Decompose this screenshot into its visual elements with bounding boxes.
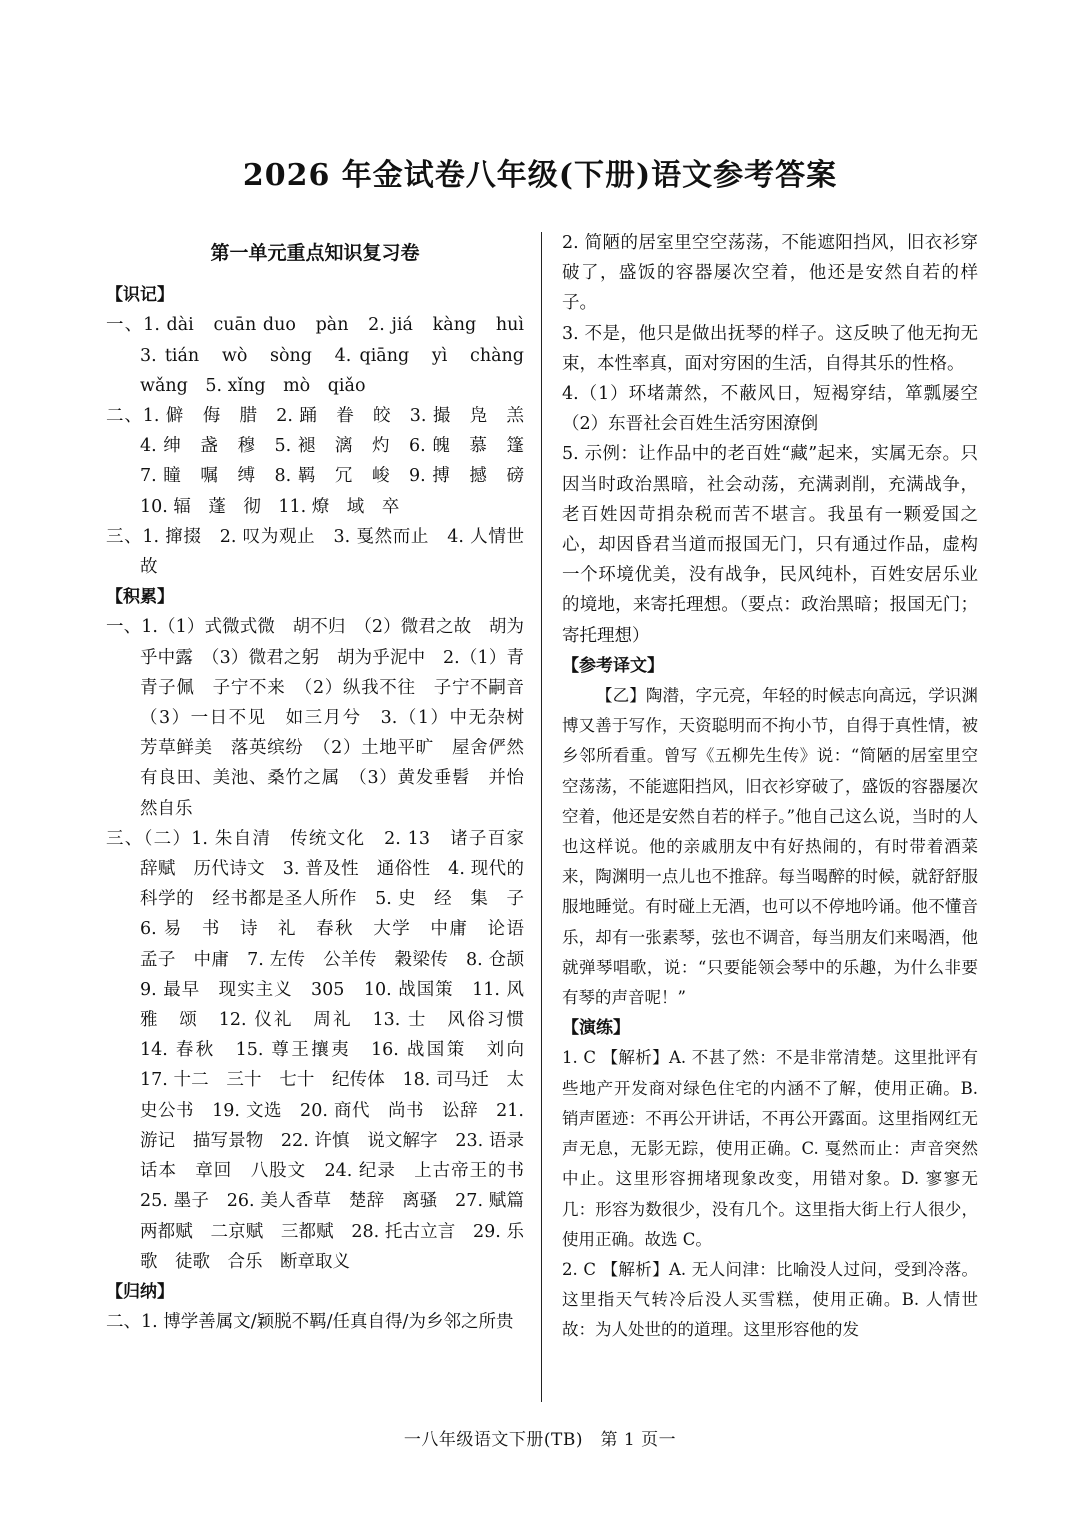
shiji-item-1: 一、1. dài cuān duo pàn 2. jiá kàng huì 3. tián wò sòng 4. qiāng yì chàng wǎng 5. xǐng mò qiǎo [106, 315, 542, 396]
practice-answer-2: 2. C 【解析】A. 无人问津：比喻没人过问，受到冷落。这里指天气转冷后没人买雪糕，使用正确。B. 人情世故：为人处世的的道理。这里形容他的发 [562, 1259, 978, 1340]
page-title: 2026 年金试卷八年级(下册)语文参考答案 [242, 158, 838, 193]
translation-text: 【乙】陶潜，字元亮，年轻的时候志向高远，学识渊博又善于写作，天资聪明而不拘小节，自得于真性情，被乡邻所看重。曾写《五柳先生传》说：“简陋的居室里空空荡荡，不能遮阳挡风，旧衣衫穿破了，盛饭的容器屡次空着，他还是安然自若的样子。”他自己这么说，当时的人也这样说。他的亲戚朋友中有好热闹的，有时带着酒菜来，陶渊明一点儿也不推辞。每当喝醉的时候，就舒舒服服地睡觉。有时碰上无酒，也可以不停地吟诵。他不懂音乐，却有一张素琴，弦也不调音，每当朋友们来喝酒，他就弹琴唱歌，说：“只要能领会琴中的乐趣，为什么非要有琴的声音呢！” [562, 686, 978, 1008]
jilei-item-3: 三、（二）1. 朱自清 传统文化 2. 13 诸子百家 辞赋 历代诗文 3. 普及性 通俗性 4. 现代的 科学的 经书都是圣人所作 5. 史 经 集 子 6. 易 书 诗 礼 春秋 大学 中庸 论语 孟子 中庸 7. 左传 公羊传 穀梁传 8. 仓颉 9. 最早 现实主义 305 10. 战国策 11. 风 雅 颂 12. 仪礼 周礼 13. 士 风俗习惯 14. 春秋 15. 尊王攘夷 16. 战国策 刘向 17. 十二 三十 七十 纪传体 18. 司马迁 太史公书 19. 文选 20. 商代 尚书 讼辞 21. 游记 描写景物 22. 许慎 说文解字 23. 语录 话本 章回 八股文 24. 纪录 上古帝王的书 25. 墨子 26. 美人香草 楚辞 离骚 27. 赋篇 两都赋 二京赋 三都赋 28. 托古立言 29. 乐歌 徒歌 合乐 断章取义 [106, 828, 542, 1272]
heading-guina: 【归纳】 [106, 1281, 174, 1302]
left-column [106, 228, 542, 1408]
answer-2: 2. 简陋的居室里空空荡荡，不能遮阳挡风，旧衣衫穿破了，盛饭的容器屡次空着，他还是安然自若的样子。 [562, 233, 978, 314]
practice-answer-1: 1. C 【解析】A. 不甚了然：不是非常清楚。这里批评有些地产开发商对绿色住宅的内涵不了解，使用正确。B. 销声匿迹：不再公开讲话，不再公开露面。这里指网红无声无息，无影无踪，使用正确。C. 戛然而止：声音突然中止。这里形容拥堵现象改变，用错对象。D. 寥寥无几：形容为数很少，没有几个。这里指大街上行人很少，使用正确。故选 C。 [562, 1048, 978, 1249]
answer-4: 4.（1）环堵萧然，不蔽风日，短褐穿结，箪瓢屡空 （2）东晋社会百姓生活穷困潦倒 [562, 384, 996, 435]
guina-item-2: 二、1. 博学善属文/颖脱不羁/任真自得/为乡邻之所贵 [106, 1312, 514, 1333]
heading-yiwen: 【参考译文】 [562, 655, 664, 676]
heading-jilei: 【积累】 [106, 587, 174, 608]
page-footer: 一八年级语文下册(TB) 第 1 页一 [403, 1430, 677, 1450]
jilei-item-1: 一、1.（1）式微式微 胡不归 （2）微君之故 胡为乎中露 （3）微君之躬 胡为乎泥中 2.（1）青青子佩 子宁不来 （2）纵我不往 子宁不嗣音 （3）一日不见 如三月兮 3.（1）中无杂树 芳草鲜美 落英缤纷 （2）土地平旷 屋舍俨然 有良田、美池、桑竹之属 （3）黄发垂髫 并怡然自乐 [106, 617, 542, 819]
heading-shiji: 【识记】 [106, 285, 174, 306]
answer-5: 5. 示例：让作品中的老百姓“藏”起来，实属无奈。只因当时政治黑暗，社会动荡，充满剥削，充满战争，老百姓因苛捐杂税而苦不堪言。我虽有一颗爱国之心，却因昏君当道而报国无门，只有通过作品，虚构一个环境优美，没有战争，民风纯朴，百姓安居乐业的境地，来寄托理想。（要点：政治黑暗；报国无门；寄托理想） [562, 444, 978, 646]
right-column [562, 228, 996, 1408]
shiji-item-3: 三、1. 撺掇 2. 叹为观止 3. 戛然而止 4. 人情世故 [106, 526, 524, 578]
section-title: 第一单元重点知识复习卷 [210, 242, 420, 264]
heading-yanlian: 【演练】 [562, 1018, 630, 1039]
answer-3: 3. 不是，他只是做出抚琴的样子。这反映了他无拘无束，本性率真，面对穷困的生活，自得其乐的性格。 [562, 323, 978, 374]
column-divider [541, 232, 542, 1402]
shiji-item-2: 二、1. 僻 侮 腊 2. 踊 眷 皎 3. 撮 凫 羔 4. 绅 盏 穆 5. 褪 漓 灼 6. 魄 慕 篷 7. 瞳 嘱 缚 8. 羁 冗 峻 9. 搏 撼 磅 10. 辐 蓬 彻 11. 燎 域 卒 [106, 406, 542, 517]
